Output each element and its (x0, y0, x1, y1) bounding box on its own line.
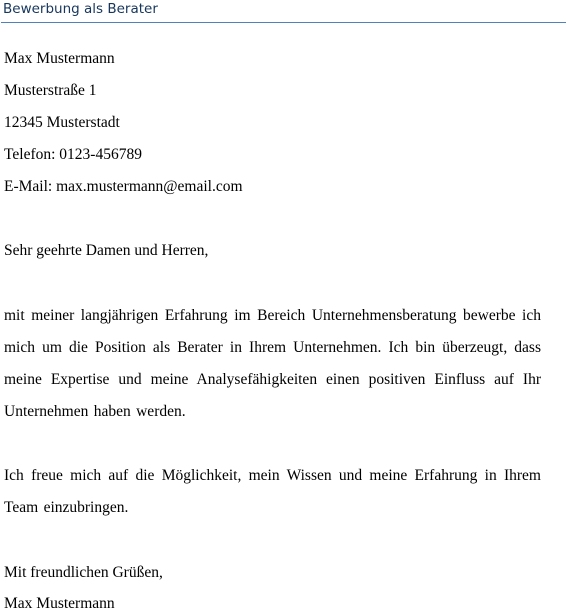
sender-name: Max Mustermann (4, 50, 115, 67)
letter-paragraph-1: mit meiner langjährigen Erfahrung im Bereich Unternehmensberatung bewerbe ich mich um die Position als Berater in Ihrem Unternehmen. Ich bin überzeugt, dass meine Expertise und meine Analysefähigkeiten einen positiven Einfluss auf Ihr Unternehmen haben werden. (4, 307, 541, 420)
sender-city: 12345 Musterstadt (4, 114, 120, 131)
letter-salutation: Sehr geehrte Damen und Herren, (4, 242, 209, 259)
header-divider (1, 22, 566, 23)
signature-name: Max Mustermann (4, 595, 115, 612)
sender-street: Musterstraße 1 (4, 82, 97, 99)
letter-paragraph-2: Ich freue mich auf die Möglichkeit, mein Wissen und meine Erfahrung in Ihrem Team einzubringen. (4, 467, 541, 516)
sender-email: E-Mail: max.mustermann@email.com (4, 178, 243, 195)
sender-phone: Telefon: 0123-456789 (4, 146, 142, 163)
letter-closing: Mit freundlichen Grüßen, (4, 564, 163, 581)
document-header-title: Bewerbung als Berater (3, 1, 158, 17)
